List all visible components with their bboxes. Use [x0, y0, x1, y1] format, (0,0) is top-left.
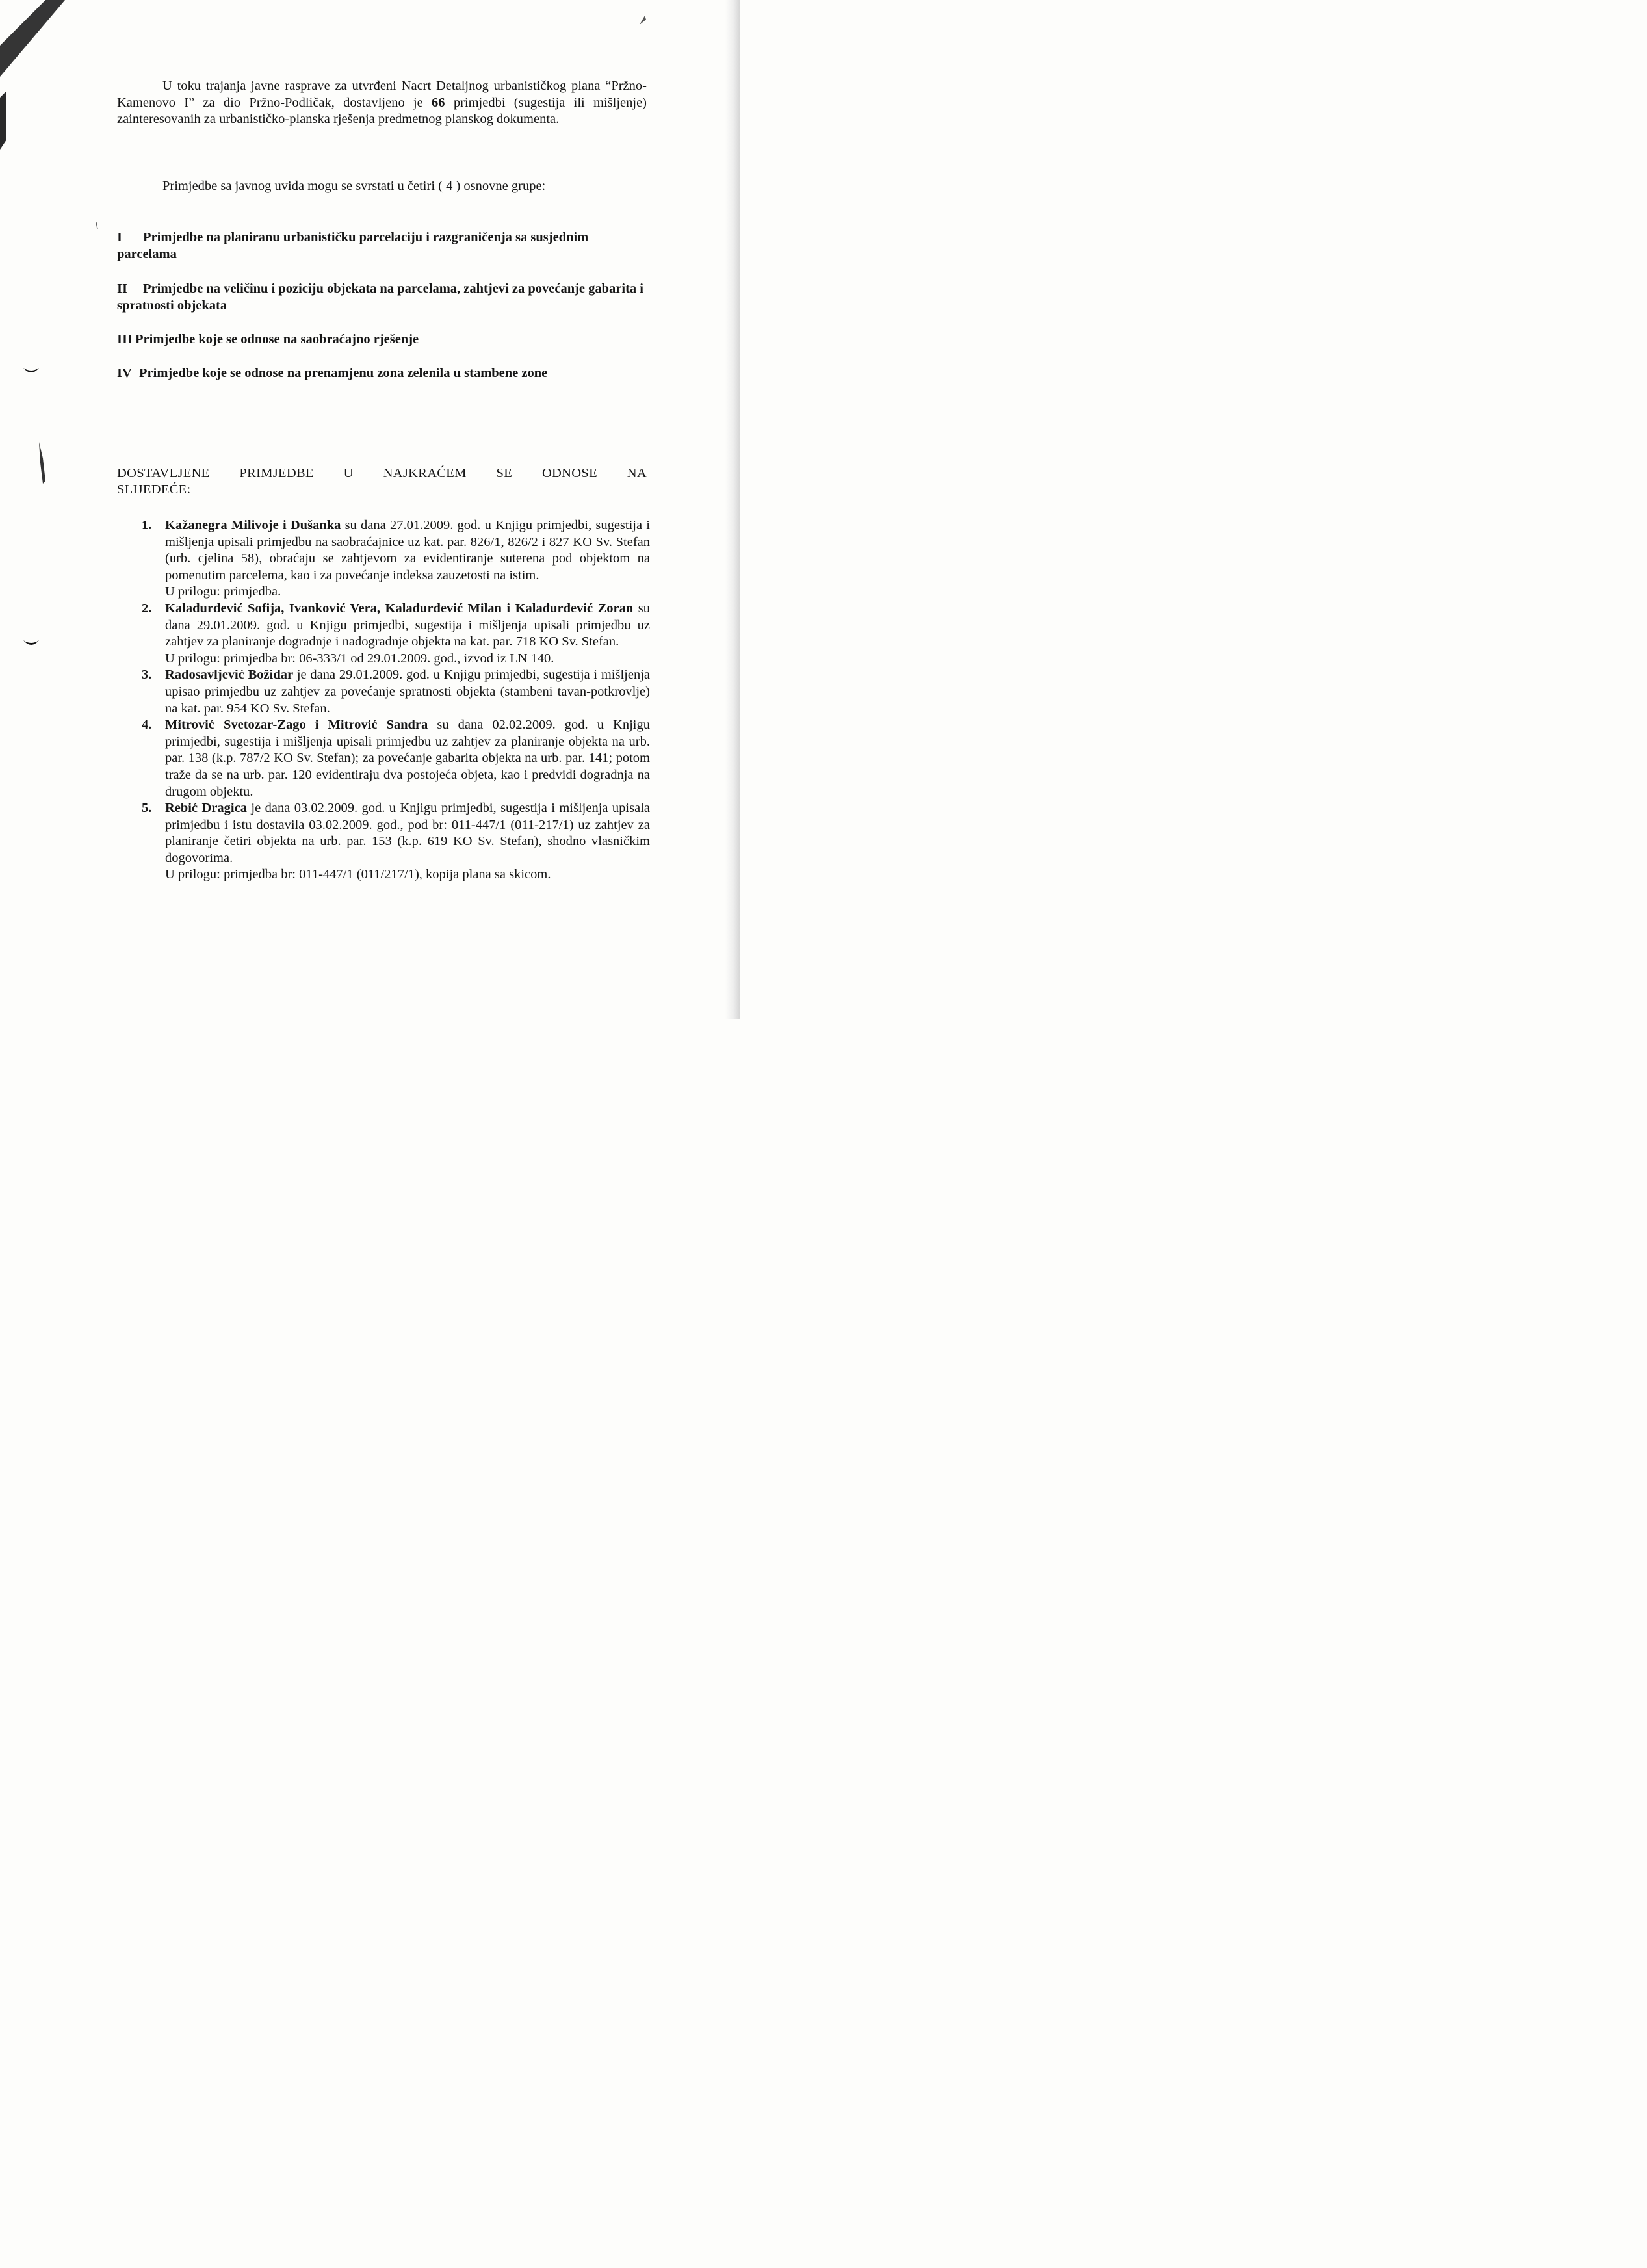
document-page: [0, 0, 740, 1019]
item-name: Radosavljević Božidar: [165, 668, 294, 683]
intro-text-part1: U toku trajanja javne rasprave za utvrđeni Nacrt Detaljnog urbanističkog plana “Pržno-Kamenovo I” za dio Pržno-Podličak, dostavljeno je: [117, 79, 647, 110]
item-name: Kalađurđević Sofija, Ivanković Vera, Kalađurđević Milan i Kalađurđević Zoran: [165, 601, 634, 616]
group-text: Primjedbe koje se odnose na saobraćajno rješenje: [135, 332, 419, 346]
list-item: [142, 800, 650, 883]
group-2: [117, 281, 647, 314]
item-attachment: U prilogu: primjedba br: 011-447/1 (011/217/1), kopija plana sa skicom.: [165, 867, 551, 882]
list-item: [142, 601, 650, 667]
comments-list: [142, 517, 650, 883]
item-text: je dana 29.01.2009. god. u Knjigu primjedbi, sugestija i mišljenja upisao primjedbu uz zahtjev za povećanje spratnosti objekta (stambeni tavan-potkrovlje) na kat. par. 954 KO Sv. Stefan.: [165, 668, 650, 716]
item-text: su dana 27.01.2009. god. u Knjigu primjedbi, sugestija i mišljenja upisali primjedbu na saobraćajnice uz kat. par. 826/1, 826/2 i 827 KO Sv. Stefan (urb. cjelina 58), obraćaju se zahtjevom za evidentiranje suterena pod objektom na pomenutim parcelema, kao i za povećanje indeksa zauzetosti na istim.: [165, 518, 651, 582]
item-text: je dana 03.02.2009. god. u Knjigu primjedbi, sugestija i mišljenja upisala primjedbu i istu dostavila 03.02.2009. god., pod br: 011-447/1 (011-217/1) uz zahtjev za planiranje četiri objekta na urb. par. 153 (k.p. 619 KO Sv. Stefan), shodno vlasničkim dogovorima.: [165, 801, 650, 865]
intro-text-part2: primjedbi (sugestija ili mišljenje) zainteresovanih za urbanističko-planska rješenja predmetnog planskog dokumenta.: [117, 95, 647, 126]
item-text: su dana 02.02.2009. god. u Knjigu primjedbi, sugestija i mišljenja upisali primjedbu uz zahtjev za planiranje objekta na urb. par. 138 (k.p. 787/2 KO Sv. Stefan); za povećanje gabarita objekta na urb. par. 141; potom traže da se na urb. par. 120 evidentiraju dva postojeća objeta, kao i predvidi dogradnja na drugom objektu.: [165, 718, 650, 799]
item-attachment: U prilogu: primjedba br: 06-333/1 od 29.01.2009. god., izvod iz LN 140.: [165, 651, 554, 666]
list-item: [142, 517, 650, 601]
item-number: 3.: [142, 668, 152, 683]
item-attachment: U prilogu: primjedba.: [165, 584, 281, 599]
group-3: [117, 332, 647, 348]
item-text: su dana 29.01.2009. god. u Knjigu primjedbi, sugestija i mišljenja upisali primjedbu uz zahtjev za planiranje dogradnje i nadogradnje objekta na kat. par. 718 KO Sv. Stefan.: [165, 601, 650, 649]
item-number: 4.: [142, 718, 152, 733]
item-number: 5.: [142, 801, 152, 816]
group-1: [117, 229, 647, 263]
list-item: [142, 717, 650, 800]
group-4: [117, 365, 647, 382]
item-name: Kažanegra Milivoje i Dušanka: [165, 518, 341, 532]
list-item: [142, 667, 650, 717]
item-name: Rebić Dragica: [165, 801, 247, 816]
item-name: Mitrović Svetozar-Zago i Mitrović Sandra: [165, 718, 428, 733]
item-number: 1.: [142, 518, 152, 532]
section-heading: DOSTAVLJENE PRIMJEDBE U NAJKRAĆEM SE ODNOSE NA SLIJEDEĆE:: [117, 466, 647, 497]
group-number: I: [117, 230, 122, 244]
groups-intro: Primjedbe sa javnog uvida mogu se svrstati u četiri ( 4 ) osnovne grupe:: [162, 179, 546, 193]
group-number: IV: [117, 366, 132, 380]
group-number: III: [117, 332, 133, 346]
intro-paragraph: [117, 78, 647, 128]
group-text: Primjedbe na planiranu urbanističku parcelaciju i razgraničenja sa susjednim parcelama: [117, 230, 589, 261]
scan-edge-shadow: [725, 0, 740, 1019]
group-text: Primjedbe na veličinu i poziciju objekata na parcelama, zahtjevi za povećanje gabarita i spratnosti objekata: [117, 281, 643, 313]
comment-count: 66: [432, 95, 445, 110]
group-text: Primjedbe koje se odnose na prenamjenu zona zelenila u stambene zone: [139, 366, 548, 380]
item-number: 2.: [142, 601, 152, 616]
group-number: II: [117, 281, 127, 296]
